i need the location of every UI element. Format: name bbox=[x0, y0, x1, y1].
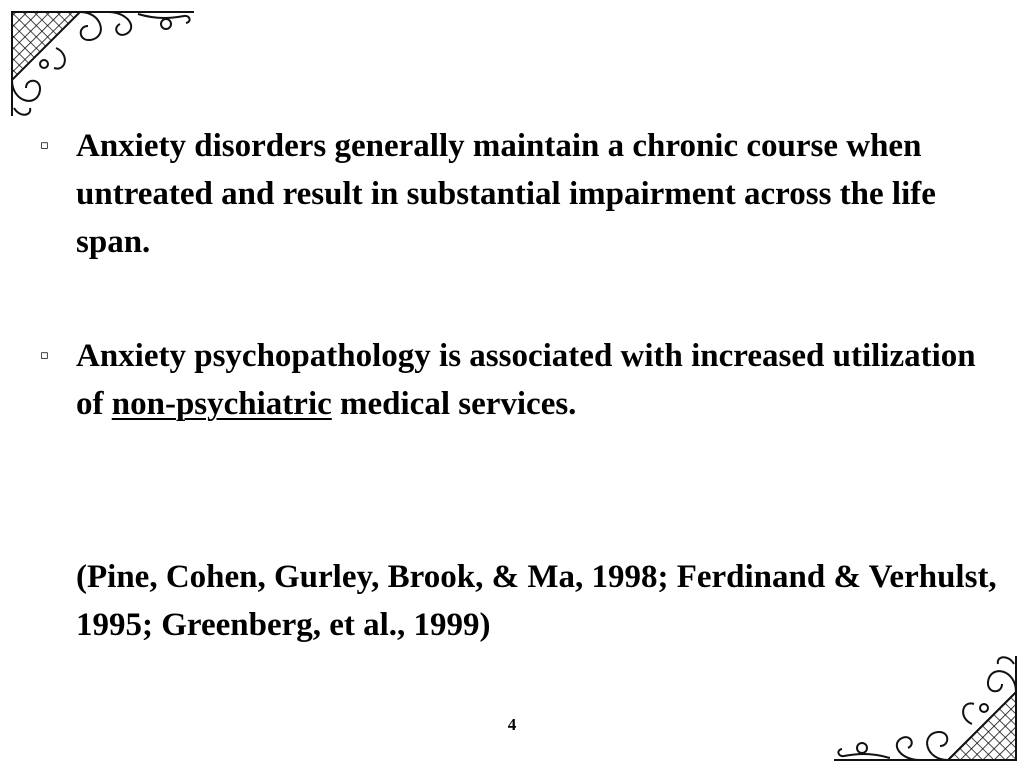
bullet-marker-icon: ▫ bbox=[40, 348, 49, 363]
ornate-corner-bottom-right-icon bbox=[830, 652, 1020, 764]
page-number: 4 bbox=[507, 715, 517, 734]
citation: (Pine, Cohen, Gurley, Brook, & Ma, 1998; Ferdinand & Verhulst, 1995; Greenberg, et al., 1999) bbox=[76, 559, 997, 643]
bullet-item bbox=[40, 122, 990, 266]
ornate-corner-top-left-icon bbox=[8, 8, 198, 120]
bullet-marker-icon: ▫ bbox=[40, 138, 49, 153]
underlined-term: non-psychiatric bbox=[111, 386, 332, 422]
bullet-item bbox=[40, 332, 990, 428]
bullet-text-after: medical services. bbox=[331, 386, 577, 422]
bullet-text bbox=[76, 332, 990, 428]
bullet-text: Anxiety disorders generally maintain a chronic course when untreated and result in substantial impairment across the life span. bbox=[76, 128, 936, 260]
bullet-text-before: Anxiety psychopathology is associated with increased utilization of bbox=[76, 338, 976, 422]
